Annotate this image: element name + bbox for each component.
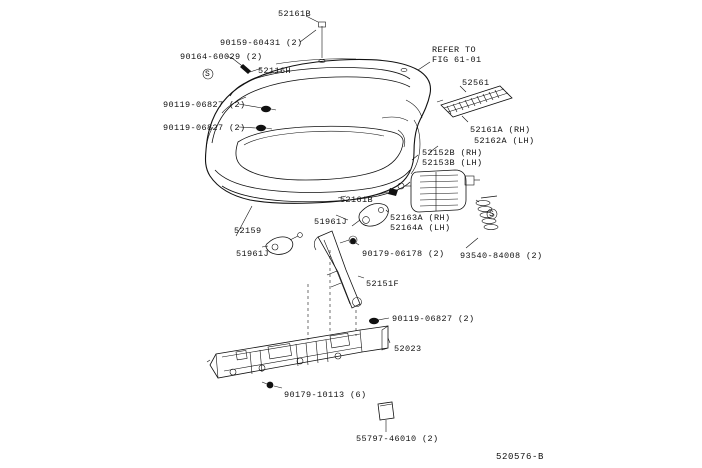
- part-51961J-clip-left: [266, 233, 302, 255]
- label-refer-to-line1: REFER TO: [432, 45, 477, 55]
- label-90119-06827-bar: 90119-06827 (2): [392, 314, 475, 324]
- label-52023: 52023: [394, 344, 422, 354]
- label-90164-60029: 90164-60029 (2): [180, 52, 263, 62]
- diagram-corner-code: 520576-B: [496, 452, 545, 462]
- bumper-side-detail-right: [382, 117, 408, 147]
- fastener-90119-06827-bar: [369, 318, 389, 324]
- part-52152B-bracket: [398, 170, 480, 212]
- fastener-90159-60431: [300, 22, 326, 58]
- label-55797-46010: 55797-46010 (2): [356, 434, 439, 444]
- label-90159-60431: 90159-60431 (2): [220, 38, 303, 48]
- label-90119-06827-b: 90119-06827 (2): [163, 123, 246, 133]
- label-90179-06178: 90179-06178 (2): [362, 249, 445, 259]
- screw-marker-s2: S: [489, 210, 495, 219]
- assembly-guide-lines: [308, 250, 356, 340]
- label-93540-84008: 93540-84008 (2): [460, 251, 543, 261]
- part-52023-bar: [207, 326, 388, 378]
- label-52116H: 52116H: [258, 66, 292, 76]
- label-52162A-lh: 52162A (LH): [474, 136, 535, 146]
- label-52161B-top: 52161B: [278, 9, 312, 19]
- label-52161A-rh: 52161A (RH): [470, 125, 531, 135]
- label-90119-06827-a: 90119-06827 (2): [163, 100, 246, 110]
- screw-marker-s1: S: [205, 70, 211, 79]
- label-51961J-left: 51961J: [236, 249, 270, 259]
- part-55797-46010-pad: [378, 402, 394, 426]
- label-52153B-lh: 52153B (LH): [422, 158, 483, 168]
- label-52561: 52561: [462, 78, 490, 88]
- label-90179-10113: 90179-10113 (6): [284, 390, 367, 400]
- label-52151F: 52151F: [366, 279, 400, 289]
- label-52161B-lower: 52161B: [340, 195, 374, 205]
- label-52163A-rh: 52163A (RH): [390, 213, 451, 223]
- bumper-grille-opening: [236, 126, 403, 180]
- label-52152B-rh: 52152B (RH): [422, 148, 483, 158]
- label-51961J-center: 51961J: [314, 217, 348, 227]
- label-52159: 52159: [234, 226, 262, 236]
- label-refer-to-line2: FIG 61-01: [432, 55, 482, 65]
- part-52163A-retainer: [352, 203, 388, 226]
- fastener-90179-10113: [262, 382, 282, 389]
- label-52164A-lh: 52164A (LH): [390, 223, 451, 233]
- part-52561-mesh: [437, 86, 512, 117]
